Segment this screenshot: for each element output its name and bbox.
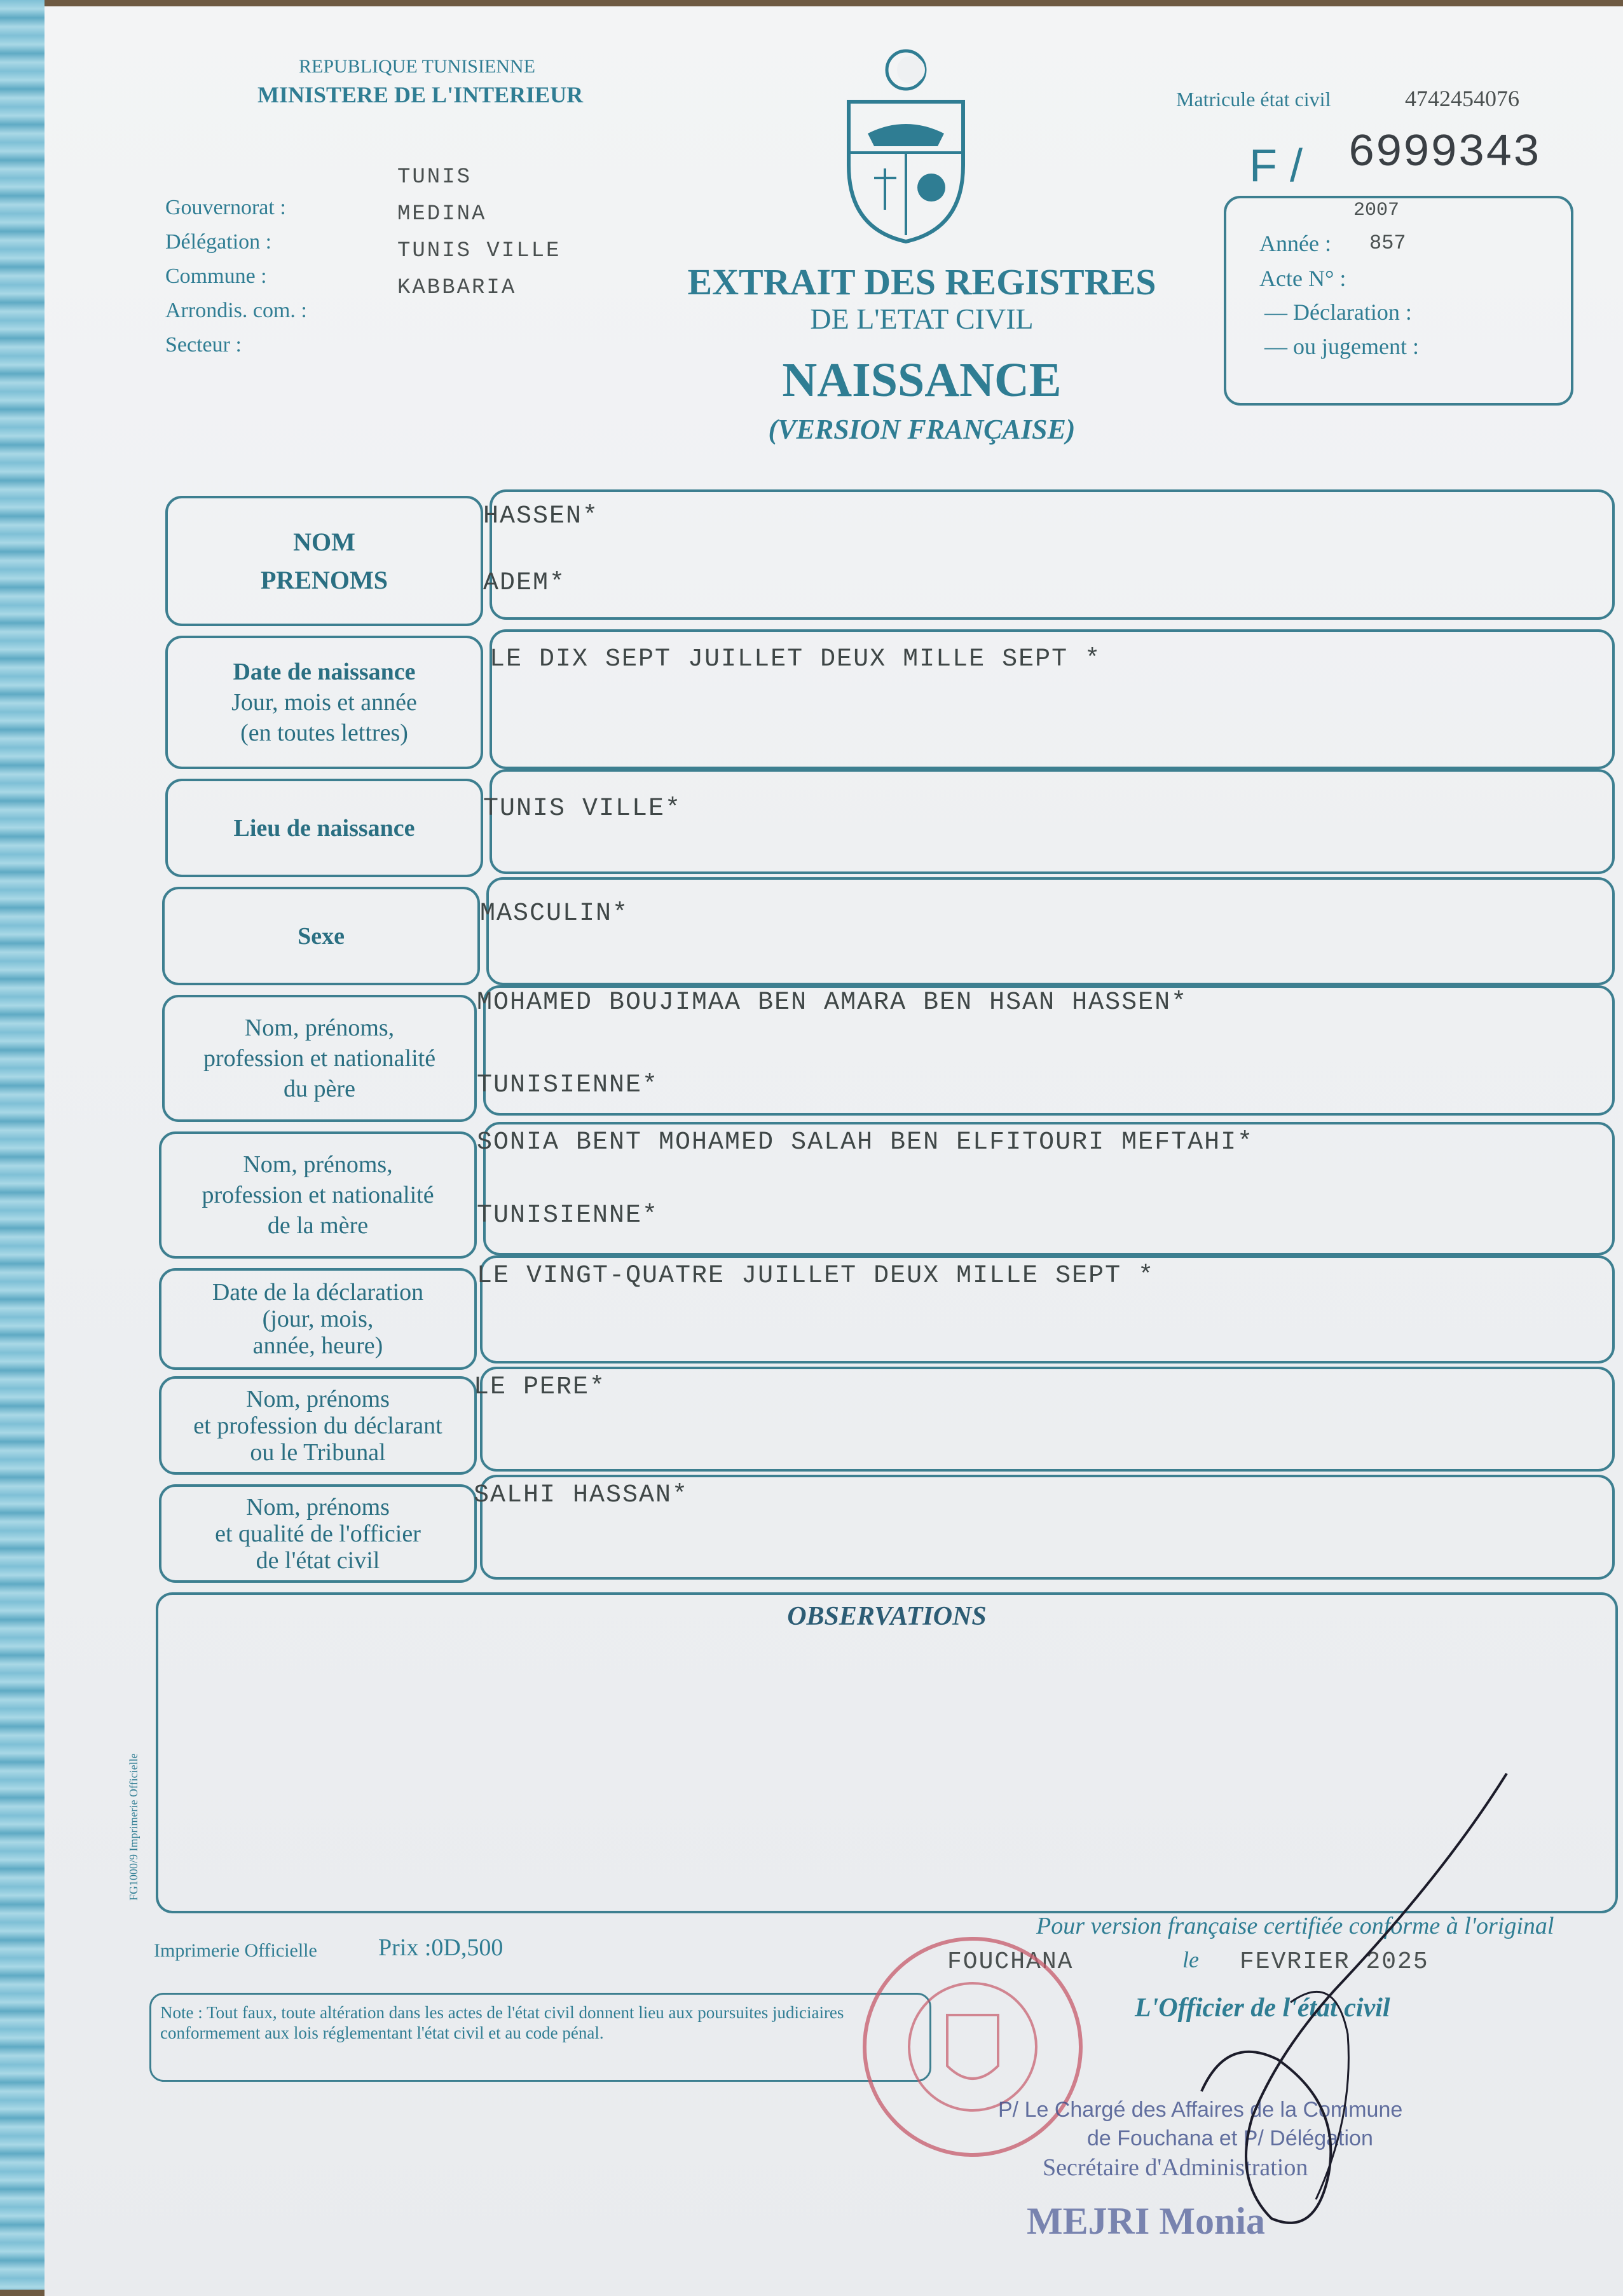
declarant-label-2: et profession du déclarant xyxy=(193,1412,442,1439)
annee-label: Année : xyxy=(1259,231,1331,256)
officer-signature-icon xyxy=(1125,1761,1570,2244)
mere-label-3: de la mère xyxy=(267,1212,369,1239)
pere-nom-value: MOHAMED BOUJIMAA BEN AMARA BEN HSAN HASSEN* xyxy=(477,988,1188,1017)
declaration-date-value: LE VINGT-QUATRE JUILLET DEUX MILLE SEPT * xyxy=(477,1262,1155,1290)
officier-label-3: de l'état civil xyxy=(256,1547,380,1574)
municipal-seal-icon xyxy=(852,1926,1093,2168)
admin-labels xyxy=(165,191,307,362)
secteur-label: Secteur : xyxy=(165,333,242,357)
mere-nom-value: SONIA BENT MOHAMED SALAH BEN ELFITOURI MEFTAHI* xyxy=(477,1128,1254,1157)
stamp-name: MEJRI Monia xyxy=(1027,2200,1265,2242)
nom-value: HASSEN* xyxy=(483,502,599,531)
pere-label-3: du père xyxy=(284,1076,355,1102)
row-date-naissance-label-box xyxy=(165,636,483,769)
date-naissance-sub2: (en toutes lettres) xyxy=(240,720,408,746)
declaration-date-label-2: (jour, mois, xyxy=(262,1306,374,1332)
commune-label: Commune : xyxy=(165,264,267,288)
commune-value: TUNIS VILLE xyxy=(397,239,561,263)
row-pere-label-box xyxy=(162,995,477,1122)
sexe-value: MASCULIN* xyxy=(480,899,629,928)
acte-box xyxy=(1224,196,1573,406)
row-declarant-value-box xyxy=(480,1367,1615,1472)
row-lieu-label-box xyxy=(165,779,483,877)
serial-prefix: F / xyxy=(1249,140,1303,191)
declarant-value: LE PERE* xyxy=(474,1373,606,1402)
date-naissance-label: Date de naissance xyxy=(233,659,416,685)
row-officier-label-box xyxy=(159,1484,477,1583)
prenoms-value: ADEM* xyxy=(483,569,566,598)
matricule-value: 4742454076 xyxy=(1405,86,1519,111)
pere-label-1: Nom, prénoms, xyxy=(244,1015,395,1041)
stamp-line1: P/ Le Chargé des Affaires de la Commune xyxy=(998,2098,1403,2122)
delegation-value: MEDINA xyxy=(397,202,487,226)
title-line2: DE L'ETAT CIVIL xyxy=(810,303,1034,335)
pere-label-2: profession et nationalité xyxy=(203,1045,436,1072)
sexe-label: Sexe xyxy=(298,922,345,950)
pere-nationalite-value: TUNISIENNE* xyxy=(477,1071,659,1100)
officier-label-2: et qualité de l'officier xyxy=(215,1520,421,1547)
guilloche-border xyxy=(0,0,45,2290)
row-declarant-label-box xyxy=(159,1376,477,1475)
declaration-label: — Déclaration : xyxy=(1264,299,1412,325)
matricule-label: Matricule état civil xyxy=(1176,88,1331,111)
row-mere-label-box xyxy=(159,1131,477,1259)
arrondissement-label: Arrondis. com. : xyxy=(165,299,307,322)
declaration-date-label-3: année, heure) xyxy=(252,1332,383,1359)
observations-title: OBSERVATIONS xyxy=(787,1602,987,1631)
officer-title: L'Officier de l'état civil xyxy=(1135,1993,1390,2023)
mere-label-1: Nom, prénoms, xyxy=(243,1151,393,1178)
certified-text: Pour version française certifiée conforme à l'original xyxy=(1036,1913,1554,1939)
price-label: Prix :0D,500 xyxy=(378,1934,503,1961)
arrondissement-value: KABBARIA xyxy=(397,276,517,300)
delegation-label: Délégation : xyxy=(165,230,272,254)
admin-values xyxy=(397,159,561,306)
date-value: FEVRIER 2025 xyxy=(1240,1948,1429,1976)
row-sexe-label-box xyxy=(162,887,480,985)
legal-note-text: Note : Tout faux, toute altération dans les actes de l'état civil donnent lieu aux poursuites judiciaires conformement aux lois réglementant l'état civil et au code pénal. xyxy=(160,2003,844,2042)
ministry-label: MINISTERE DE L'INTERIEUR xyxy=(257,82,584,107)
jugement-label: — ou jugement : xyxy=(1264,334,1419,359)
acte-value: 857 xyxy=(1369,231,1406,255)
tunisia-coat-of-arms-icon xyxy=(836,44,976,248)
row-nom-value-box xyxy=(490,489,1615,620)
row-sexe-value-box xyxy=(486,877,1615,985)
mere-nationalite-value: TUNISIENNE* xyxy=(477,1201,659,1230)
prenoms-label: PRENOMS xyxy=(261,565,388,594)
legal-note-box xyxy=(149,1993,931,2082)
stamp-line2: de Fouchana et P/ Délégation xyxy=(1087,2126,1373,2150)
date-naissance-value: LE DIX SEPT JUILLET DEUX MILLE SEPT * xyxy=(490,645,1102,674)
mere-label-2: profession et nationalité xyxy=(202,1182,434,1208)
republic-label: REPUBLIQUE TUNISIENNE xyxy=(299,56,535,77)
declarant-label-3: ou le Tribunal xyxy=(250,1438,386,1466)
row-declaration-label-box xyxy=(159,1268,477,1370)
date-naissance-sub1: Jour, mois et année xyxy=(231,689,417,716)
declaration-date-label-1: Date de la déclaration xyxy=(212,1279,424,1306)
gouvernorat-value: TUNIS xyxy=(397,165,472,189)
lieu-naissance-value: TUNIS VILLE* xyxy=(483,795,682,823)
stamp-line3: Secrétaire d'Administration xyxy=(1043,2154,1308,2181)
date-le-label: le xyxy=(1182,1947,1199,1972)
officier-value: SALHI HASSAN* xyxy=(474,1481,689,1510)
lieu-naissance-label: Lieu de naissance xyxy=(233,814,415,842)
nom-label: NOM xyxy=(293,527,355,556)
row-nom-label-box xyxy=(165,496,483,626)
title-line1: EXTRAIT DES REGISTRES xyxy=(687,261,1156,303)
acte-label: Acte N° : xyxy=(1259,266,1346,291)
annee-value: 2007 xyxy=(1353,200,1400,221)
side-print-code: FG1000/9 Imprimerie Officielle xyxy=(127,1753,140,1901)
declarant-label-1: Nom, prénoms xyxy=(246,1385,390,1412)
serial-number: 6999343 xyxy=(1348,127,1540,179)
title-naissance: NAISSANCE xyxy=(782,353,1062,407)
officier-label-1: Nom, prénoms xyxy=(246,1493,390,1520)
gouvernorat-label: Gouvernorat : xyxy=(165,196,286,219)
birth-certificate-page xyxy=(45,6,1623,2296)
place-value: FOUCHANA xyxy=(947,1948,1074,1976)
printer-label: Imprimerie Officielle xyxy=(154,1940,317,1961)
title-version: (VERSION FRANÇAISE) xyxy=(768,414,1076,445)
